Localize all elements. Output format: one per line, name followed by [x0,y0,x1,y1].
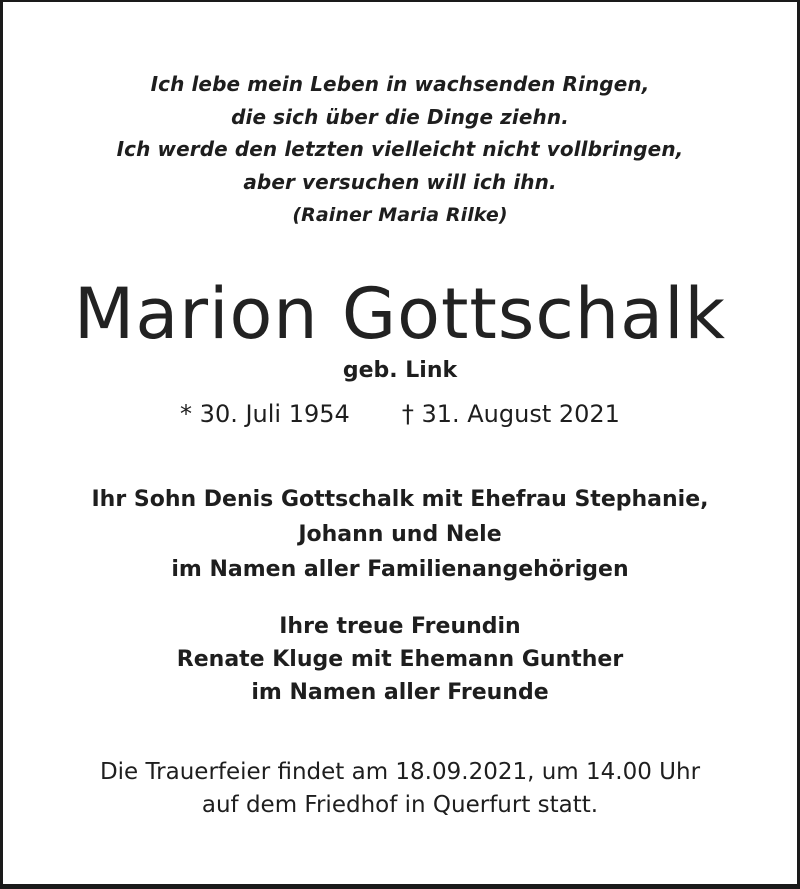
poem-quote [0,68,800,232]
friend-line: im Namen aller Freunde [251,680,549,705]
family-line: im Namen aller Familienangehörigen [171,557,629,582]
death-date: † 31. August 2021 [401,400,620,428]
poem-author: (Rainer Maria Rilke) [292,204,508,226]
friend-line: Ihre treue Freundin [279,614,521,639]
maiden-name: geb. Link [342,358,458,383]
poem-line: aber versuchen will ich ihn. [243,169,557,194]
family-mourners [0,482,800,587]
poem-line: Ich lebe mein Leben in wachsenden Ringen, [150,72,650,96]
service-line: Die Trauerfeier findet am 18.09.2021, um 14.00 Uhr [99,759,701,785]
family-line: Johann und Nele [298,522,502,547]
poem-line: Ich werde den letzten vielleicht nicht vollbringen, [116,137,684,161]
funeral-service-info [0,756,800,822]
friend-line: Renate Kluge mit Ehemann Gunther [176,647,624,672]
birth-date: * 30. Juli 1954 [180,400,350,428]
friend-mourners [0,610,800,709]
service-line: auf dem Friedhof in Querfurt statt. [201,792,599,818]
family-line: Ihr Sohn Denis Gottschalk mit Ehefrau Stephanie, [91,487,709,512]
life-dates [0,396,800,432]
deceased-name: Marion Gottschalk [73,273,727,355]
poem-line: die sich über die Dinge ziehn. [231,104,569,129]
